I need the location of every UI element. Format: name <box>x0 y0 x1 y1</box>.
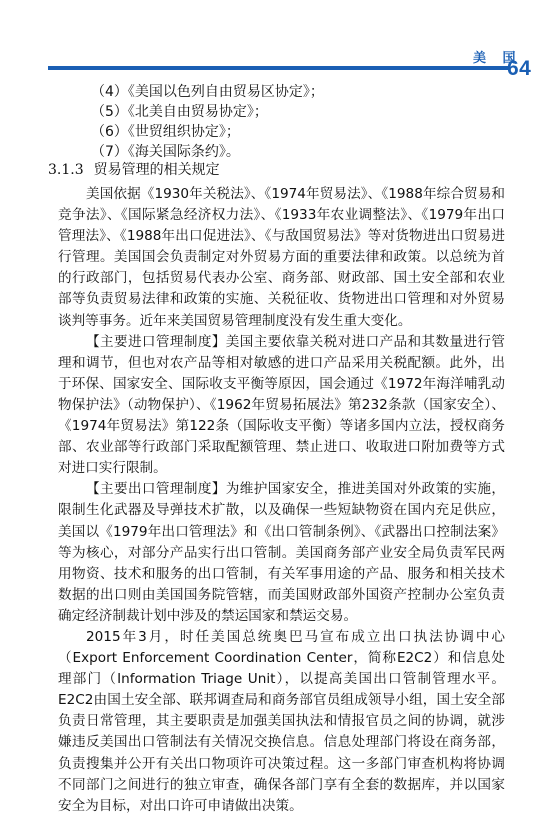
running-header-country: 美 国 <box>473 51 522 66</box>
section-number: 3.1.3 <box>48 162 84 178</box>
list-item: （4）《美国以色列自由贸易区协定》； <box>91 84 324 100</box>
section-title: 贸易管理的相关规定 <box>93 162 220 178</box>
list-item: （6）《世贸组织协定》； <box>91 124 240 140</box>
paragraph-e2c2: 2015年3月，时任美国总统奥巴马宣布成立出口执法协调中心（Export Enforcement Coordination Center，简称E2C2）和信息处理部门（Information Triage Unit），以提高美国出口管制管理水平。E2C2由国土安全部、联邦调查局和商务部官员组成领导小组，国土安全部负责日常管理，其主要职责是加强美国执法和情报官员之间的协调，就涉嫌违反美国出口管制法有关情况交换信息。信息处理部门将设在商务部，负责搜集并公开有关出口物项许可决策过程。这一多部门审查机构将协调不同部门之间进行的独立审查，确保各部门享有全套的数据库，并以国家安全为目标，对出口许可申请做出决策。 <box>58 628 505 814</box>
paragraph-import-regime: 【主要进口管理制度】美国主要依靠关税对进口产品和其数量进行管理和调节，但也对农产品等相对敏感的进口产品采用关税配额。此外，出于环保、国家安全、国际收支平衡等原因，国会通过《1972年海洋哺乳动物保护法》（动物保护）、《1962年贸易拓展法》第232条款（国家安全）、《1974年贸易法》第122条（国际收支平衡）等诸多国内立法，授权商务部、农业部等行政部门采取配额管理、禁止进口、收取进口附加费等方式对进口实行限制。 <box>58 333 505 477</box>
list-item: （5）《北美自由贸易协定》； <box>91 104 268 120</box>
list-item: （7）《海关国际条约》。 <box>91 144 240 160</box>
body-text <box>58 184 505 817</box>
page-number: 64 <box>507 57 532 80</box>
paragraph-overview: 美国依据《1930年关税法》、《1974年贸易法》、《1988年综合贸易和竞争法》、《国际紧急经济权力法》、《1933年农业调整法》、《1979年出口管理法》、《1988年出口促进法》、《与敌国贸易法》等对货物进出口贸易进行管理。美国国会负责制定对外贸易方面的重要法律和政策。以总统为首的行政部门，包括贸易代表办公室、商务部、财政部、国土安全部和农业部等负责贸易法律和政策的实施、关税征收、货物进出口管理和对外贸易谈判等事务。近年来美国贸易管理制度没有发生重大变化。 <box>58 186 505 329</box>
agreement-list <box>91 82 324 162</box>
header-rule <box>48 66 508 70</box>
paragraph-export-regime: 【主要出口管理制度】为维护国家安全，推进美国对外政策的实施，限制生化武器及导弹技术扩散，以及确保一些短缺物资在国内充足供应，美国以《1979年出口管理法》和《出口管制条例》、《武器出口控制法案》等为核心，对部分产品实行出口管制。美国商务部产业安全局负责军民两用物资、技术和服务的出口管制，有关军事用途的产品、服务和相关技术数据的出口则由美国国务院管辖，而美国财政部外国资产控制办公室负责确定经济制裁计划中涉及的禁运国家和禁运交易。 <box>58 481 505 624</box>
section-heading <box>48 159 220 179</box>
